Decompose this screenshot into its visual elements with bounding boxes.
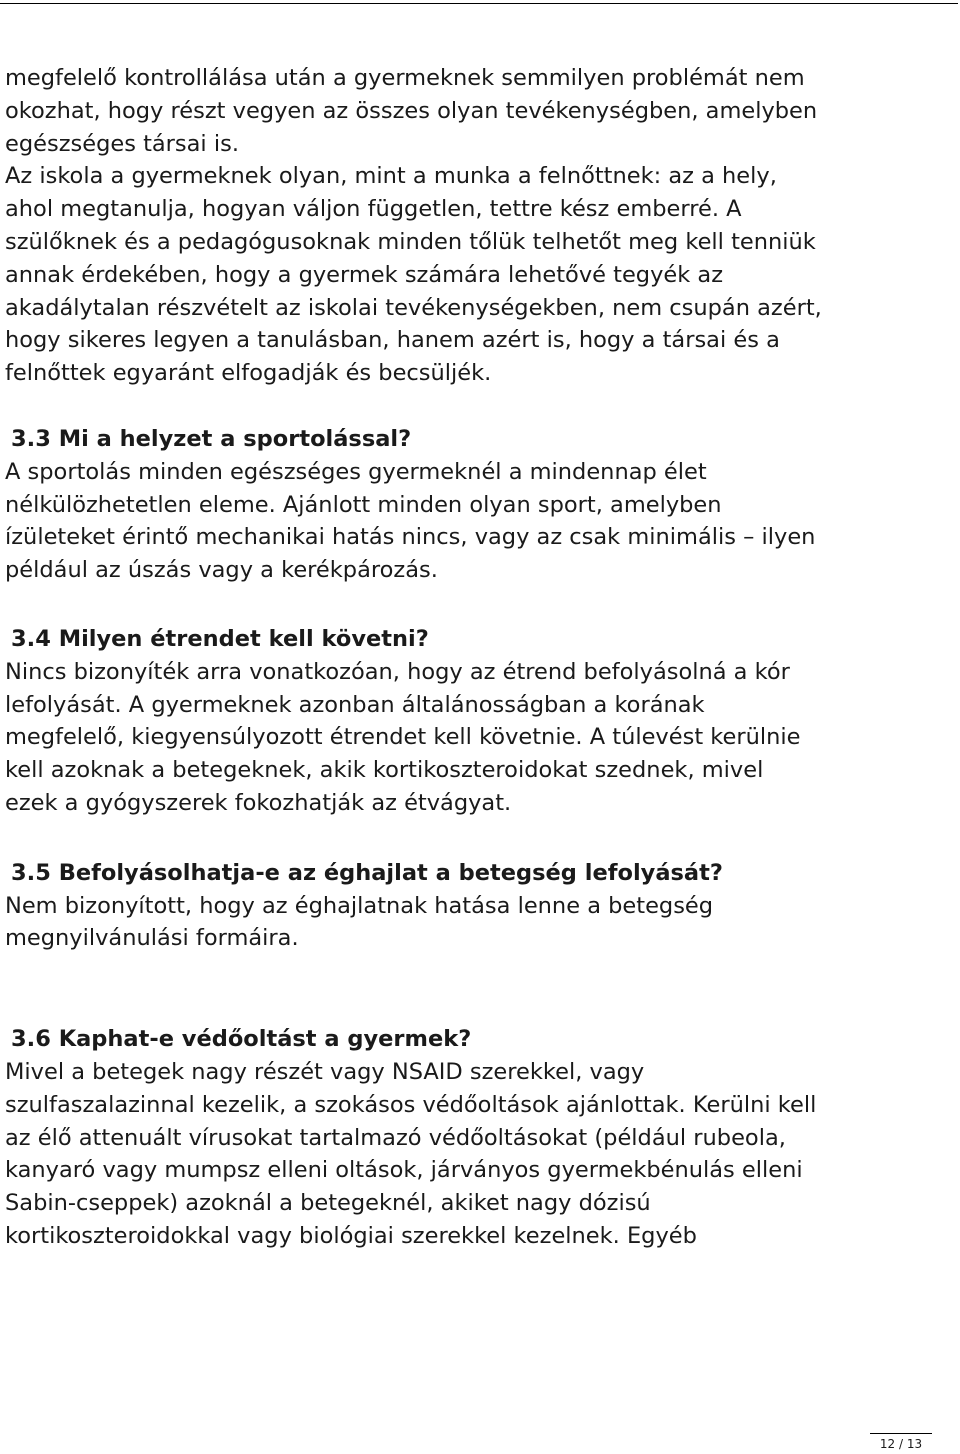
section-heading: 3.6 Kaphat-e védőoltást a gyermek? bbox=[11, 1026, 472, 1053]
text-line: Nincs bizonyíték arra vonatkozóan, hogy az étrend befolyásolná a kór bbox=[5, 658, 790, 685]
section-heading: 3.5 Befolyásolhatja-e az éghajlat a betegség lefolyását? bbox=[11, 859, 723, 886]
section-spacer bbox=[5, 955, 957, 1023]
text-line: szülőknek és a pedagógusoknak minden tőlük telhetőt meg kell tenniük bbox=[5, 228, 816, 255]
text-line: akadálytalan részvételt az iskolai tevékenységekben, nem csupán azért, bbox=[5, 294, 822, 321]
text-line: hogy sikeres legyen a tanulásban, hanem azért is, hogy a társai és a bbox=[5, 327, 780, 354]
text-line: Az iskola a gyermeknek olyan, mint a munka a felnőttnek: az a hely, bbox=[5, 163, 777, 190]
section-spacer bbox=[5, 820, 957, 857]
text-line: felnőttek egyaránt elfogadják és becsüljék. bbox=[5, 360, 492, 387]
section-spacer bbox=[5, 390, 957, 423]
text-line: szulfaszalazinnal kezelik, a szokásos védőoltások ajánlottak. Kerülni kell bbox=[5, 1091, 817, 1118]
text-line: A sportolás minden egészséges gyermeknél a mindennap élet bbox=[5, 458, 707, 485]
text-line: kortikoszteroidokkal vagy biológiai szerekkel kezelnek. Egyéb bbox=[5, 1222, 697, 1249]
text-line: lefolyását. A gyermeknek azonban általánosságban a korának bbox=[5, 691, 705, 718]
text-line: megnyilvánulási formáira. bbox=[5, 925, 299, 952]
section-heading: 3.4 Milyen étrendet kell követni? bbox=[11, 625, 429, 652]
text-line: Sabin-cseppek) azoknál a betegeknél, akiket nagy dózisú bbox=[5, 1190, 651, 1217]
text-line: ahol megtanulja, hogyan váljon független, tettre kész emberré. A bbox=[5, 196, 742, 223]
text-line: megfelelő, kiegyensúlyozott étrendet kell követnie. A túlevést kerülnie bbox=[5, 724, 801, 751]
text-line: Mivel a betegek nagy részét vagy NSAID szerekkel, vagy bbox=[5, 1058, 645, 1085]
section-vaccination bbox=[5, 1023, 957, 1253]
text-line: megfelelő kontrollálása után a gyermeknek semmilyen problémát nem bbox=[5, 65, 805, 91]
section-climate bbox=[5, 857, 957, 955]
text-line: például az úszás vagy a kerékpározás. bbox=[5, 557, 438, 584]
text-line: kanyaró vagy mumpsz elleni oltások, járványos gyermekbénulás elleni bbox=[5, 1157, 803, 1184]
text-line: Nem bizonyított, hogy az éghajlatnak hatása lenne a betegség bbox=[5, 892, 714, 919]
section-heading: 3.3 Mi a helyzet a sportolással? bbox=[11, 425, 412, 452]
text-line: az élő attenuált vírusokat tartalmazó védőoltásokat (például rubeola, bbox=[5, 1124, 786, 1151]
text-line: egészséges társai is. bbox=[5, 130, 239, 157]
section-diet bbox=[5, 623, 957, 820]
footer-rule bbox=[870, 1433, 932, 1434]
page-body bbox=[5, 62, 957, 1253]
section-spacer bbox=[5, 587, 957, 623]
text-line: annak érdekében, hogy a gyermek számára lehetővé tegyék az bbox=[5, 261, 724, 288]
section-sports bbox=[5, 423, 957, 587]
text-line: nélkülözhetetlen eleme. Ajánlott minden olyan sport, amelyben bbox=[5, 491, 722, 518]
text-line: kell azoknak a betegeknek, akik kortikoszteroidokat szednek, mivel bbox=[5, 757, 764, 784]
intro-paragraph bbox=[5, 62, 957, 390]
top-rule bbox=[0, 3, 958, 4]
page-number: 12 / 13 bbox=[879, 1437, 923, 1451]
text-line: ezek a gyógyszerek fokozhatják az étvágyat. bbox=[5, 789, 512, 816]
text-line: okozhat, hogy részt vegyen az összes olyan tevékenységben, amelyben bbox=[5, 97, 818, 124]
text-line: ízületeket érintő mechanikai hatás nincs, vagy az csak minimális – ilyen bbox=[5, 524, 816, 551]
